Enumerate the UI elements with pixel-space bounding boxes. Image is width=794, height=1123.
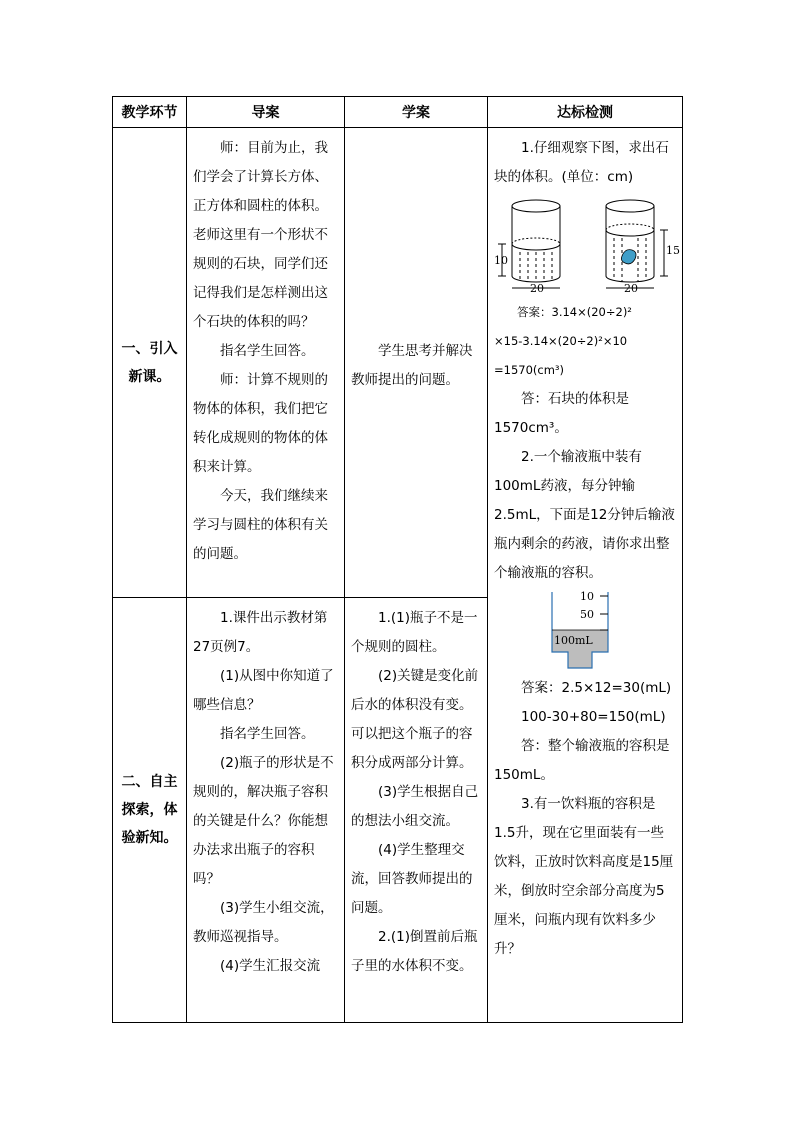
guide-explore-p1: 1.课件出示教材第27页例7。 [193, 610, 328, 655]
stage-explore [113, 598, 187, 1023]
guide-intro-p2: 指名学生回答。 [220, 343, 315, 359]
infusion-bottle [552, 592, 608, 668]
check-a1-line2: ×15-3.14×(20÷2)²×10 [494, 334, 628, 348]
cylinder-stone-figure [494, 194, 680, 295]
guide-explore [187, 598, 345, 1023]
check-a1-line1: 答案：3.14×(20÷2)² [517, 305, 632, 319]
check-cell [488, 128, 683, 1023]
guide-explore-p4: (2)瓶子的形状是不规则的，解决瓶子容积的关键是什么？你能想办法求出瓶子的容积吗？ [193, 755, 334, 887]
header-check: 达标检测 [488, 97, 683, 128]
cylinder-left [512, 200, 560, 282]
row-intro [113, 128, 683, 598]
study-explore-p3: (3)学生根据自己的想法小组交流。 [351, 784, 479, 829]
check-a2-answer: 答：整个输液瓶的容积是150mL。 [494, 738, 670, 783]
guide-explore-p3: 指名学生回答。 [220, 726, 315, 742]
volume-label: 100mL [554, 634, 593, 647]
guide-intro-p3: 师：计算不规则的物体的体积，我们把它转化成规则的物体的体积来计算。 [193, 372, 328, 475]
study-intro [345, 128, 488, 598]
guide-explore-p5: (3)学生小组交流，教师巡视指导。 [193, 900, 334, 945]
study-explore-p1: 1.(1)瓶子不是一个规则的圆柱。 [351, 610, 478, 655]
header-stage: 教学环节 [113, 97, 187, 128]
guide-explore-p6: (4)学生汇报交流 [220, 958, 321, 974]
check-a1-answer: 答：石块的体积是1570cm³。 [494, 391, 629, 436]
left-width-label: 20 [530, 282, 544, 295]
left-height-label: 10 [494, 254, 508, 267]
study-intro-text: 学生思考并解决教师提出的问题。 [351, 342, 473, 388]
header-row [113, 97, 683, 128]
guide-intro [187, 128, 345, 598]
check-a1-line3: =1570(cm³) [494, 363, 565, 377]
tick-top-label: 10 [580, 590, 594, 603]
study-explore-p2: (2)关键是变化前后水的体积没有变。可以把这个瓶子的容积分成两部分计算。 [351, 668, 479, 771]
header-guide: 导案 [187, 97, 345, 128]
study-explore [345, 598, 488, 1023]
check-q3: 3.有一饮料瓶的容积是1.5升，现在它里面装有一些饮料，正放时饮料高度是15厘米，倒放时空余部分高度为5厘米，问瓶内现有饮料多少升？ [494, 796, 674, 957]
tick-mid-label: 50 [580, 608, 594, 621]
stage-intro-label: 一、引入新课。 [121, 340, 178, 385]
stone-shape [621, 250, 636, 264]
study-explore-p4: (4)学生整理交流，回答教师提出的问题。 [351, 842, 473, 916]
study-explore-p5: 2.(1)倒置前后瓶子里的水体积不变。 [351, 929, 478, 974]
header-study: 学案 [345, 97, 488, 128]
cylinder-right [606, 200, 654, 282]
infusion-bottle-figure [494, 590, 677, 670]
right-height-label: 15 [666, 244, 680, 257]
guide-intro-p1: 师：目前为止，我们学会了计算长方体、正方体和圆柱的体积。老师这里有一个形状不规则的石块，同学们还记得我们是怎样测出这个石块的体积的吗？ [193, 140, 328, 330]
guide-explore-p2: (1)从图中你知道了哪些信息？ [193, 668, 334, 713]
right-width-label: 20 [624, 282, 638, 295]
check-q1: 1.仔细观察下图，求出石块的体积。(单位：cm) [494, 140, 669, 185]
check-q2: 2.一个输液瓶中装有100mL药液，每分钟输2.5mL，下面是12分钟后输液瓶内剩余的药液，请你求出整个输液瓶的容积。 [494, 449, 675, 581]
lesson-plan-table [112, 96, 683, 1023]
stage-explore-label: 二、自主探索，体验新知。 [121, 774, 178, 846]
check-a2-line2: 100-30+80=150(mL) [521, 709, 666, 725]
guide-intro-p4: 今天，我们继续来学习与圆柱的体积有关的问题。 [193, 488, 328, 562]
stage-intro [113, 128, 187, 598]
check-a2-line1: 答案：2.5×12=30(mL) [521, 680, 672, 696]
